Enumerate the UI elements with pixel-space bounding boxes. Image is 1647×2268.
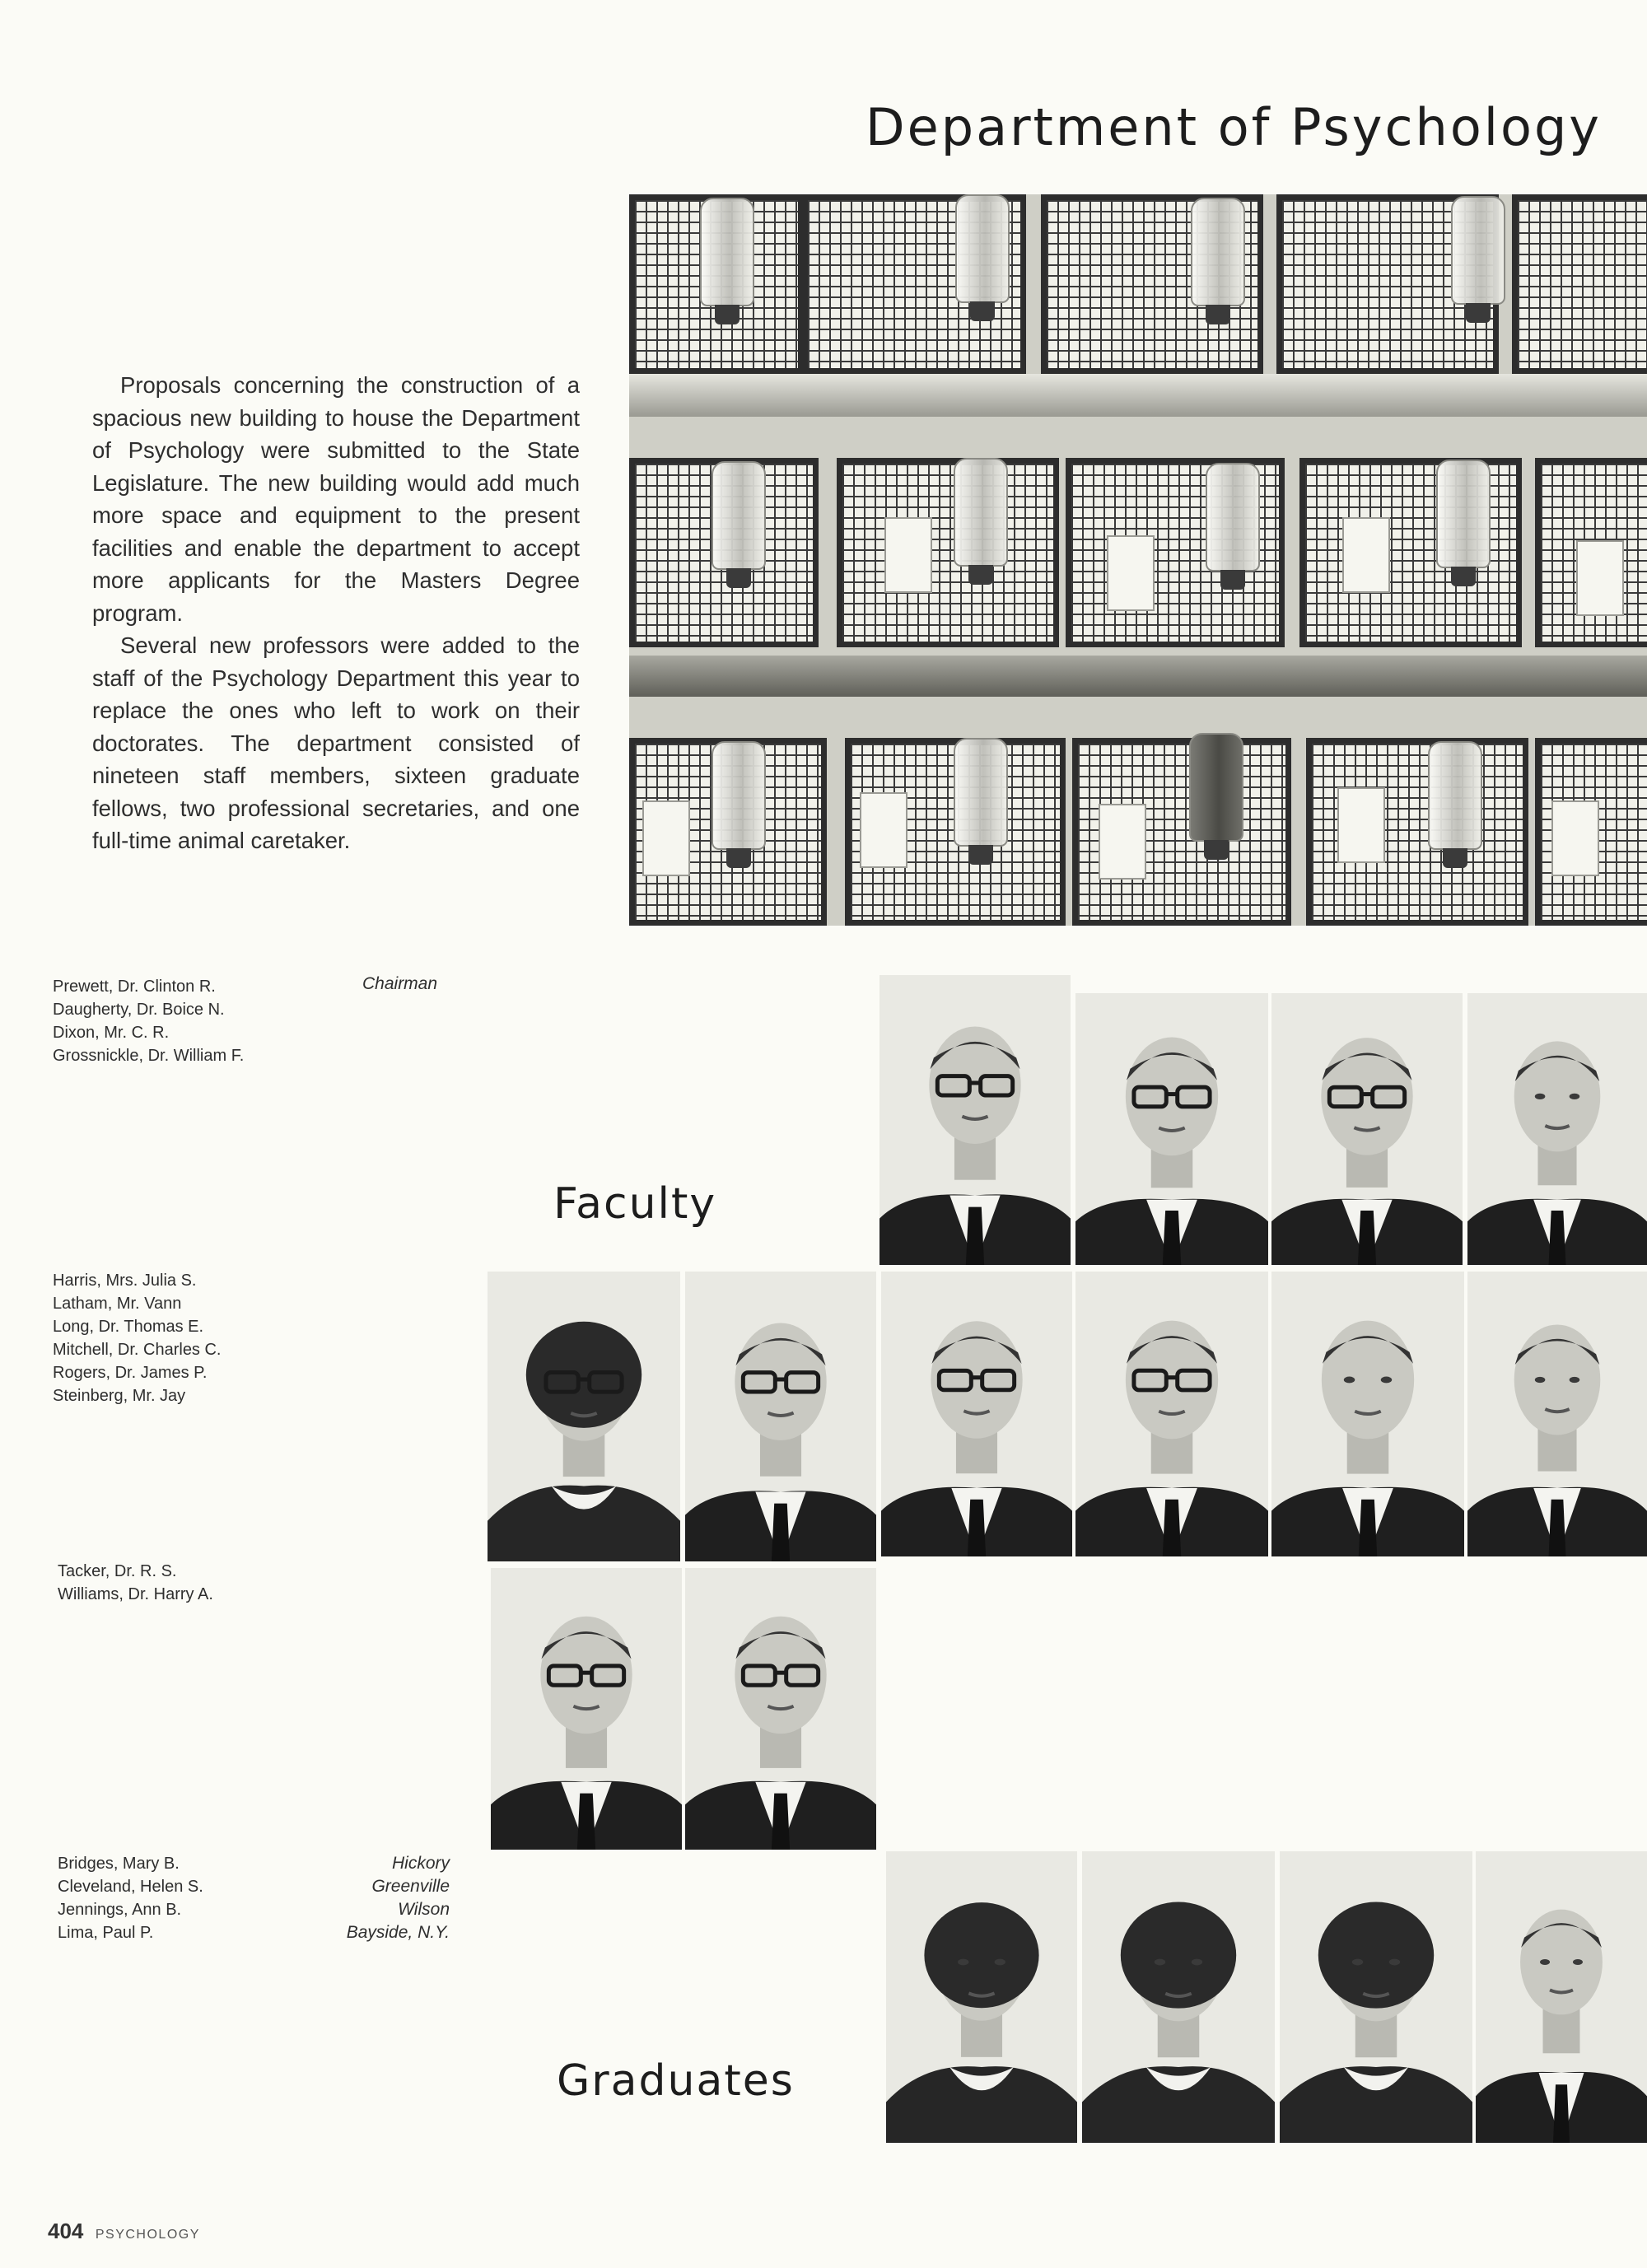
graduate-hometown: Wilson (398, 1900, 450, 1919)
faculty-name: Mitchell, Dr. Charles C. (53, 1341, 222, 1359)
graduate-names (58, 1852, 203, 1944)
portrait-photo (685, 1568, 876, 1850)
faculty-name: Grossnickle, Dr. William F. (53, 1047, 245, 1065)
faculty-name: Steinberg, Mr. Jay (53, 1387, 186, 1405)
faculty-name: Rogers, Dr. James P. (53, 1364, 208, 1382)
graduate-hometown: Hickory (391, 1854, 450, 1873)
faculty-names-group-2 (53, 1269, 222, 1407)
page-title: Department of Psychology (865, 97, 1602, 157)
faculty-name: Tacker, Dr. R. S. (58, 1562, 177, 1580)
portrait-photo (488, 1272, 680, 1561)
lab-cages-photo (629, 194, 1647, 926)
graduate-name: Jennings, Ann B. (58, 1901, 182, 1919)
page-footer (48, 2219, 200, 2244)
faculty-name: Williams, Dr. Harry A. (58, 1585, 213, 1603)
intro-paragraph: Several new professors were added to the staff of the Psychology Department this year to replace the ones who left to work on their doctorates. The department consisted of nineteen staff members, sixteen graduate fellows, two professional secretaries, and one full-time animal caretaker. (92, 632, 580, 853)
portrait-photo (886, 1851, 1077, 2143)
faculty-names-group-3 (58, 1560, 213, 1606)
graduate-name: Cleveland, Helen S. (58, 1878, 203, 1896)
intro-paragraph: Proposals concerning the construction of a spacious new building to house the Department of Psychology were submitted to the State Legislature. The new building would add much more space and equipment to the present facilities and enable the department to accept more applicants for the Masters Degree program. (92, 372, 580, 626)
faculty-name: Daugherty, Dr. Boice N. (53, 1001, 225, 1019)
faculty-heading: Faculty (553, 1179, 717, 1229)
section-label: PSYCHOLOGY (95, 2228, 200, 2242)
graduate-name: Bridges, Mary B. (58, 1855, 180, 1873)
chairman-label: Chairman (362, 974, 438, 993)
portrait-photo (1467, 993, 1647, 1265)
graduate-hometown: Bayside, N.Y. (346, 1923, 450, 1942)
portrait-photo (1075, 1272, 1268, 1556)
graduates-heading: Graduates (557, 2056, 795, 2106)
portrait-photo (881, 1272, 1072, 1556)
portrait-photo (491, 1568, 682, 1850)
graduate-name: Lima, Paul P. (58, 1924, 154, 1942)
portrait-photo (1082, 1851, 1275, 2143)
faculty-name: Prewett, Dr. Clinton R. (53, 978, 216, 996)
cage-row (629, 738, 1647, 926)
portrait-photo (879, 975, 1071, 1265)
faculty-name: Long, Dr. Thomas E. (53, 1318, 204, 1336)
portrait-photo (1271, 993, 1463, 1265)
portrait-photo (1280, 1851, 1472, 2143)
portrait-photo (1271, 1272, 1464, 1556)
faculty-names-group-1 (53, 975, 244, 1067)
faculty-name: Latham, Mr. Vann (53, 1295, 182, 1313)
portrait-photo (1476, 1851, 1647, 2143)
graduate-hometowns (296, 1852, 450, 1944)
intro-text (92, 369, 580, 857)
cage-row (629, 458, 1647, 647)
faculty-name: Harris, Mrs. Julia S. (53, 1272, 197, 1290)
portrait-photo (1075, 993, 1268, 1265)
graduate-hometown: Greenville (371, 1877, 450, 1896)
portrait-photo (685, 1272, 876, 1561)
faculty-name: Dixon, Mr. C. R. (53, 1024, 170, 1042)
cage-row (629, 194, 1647, 374)
portrait-photo (1467, 1272, 1647, 1556)
page-number: 404 (48, 2219, 84, 2243)
